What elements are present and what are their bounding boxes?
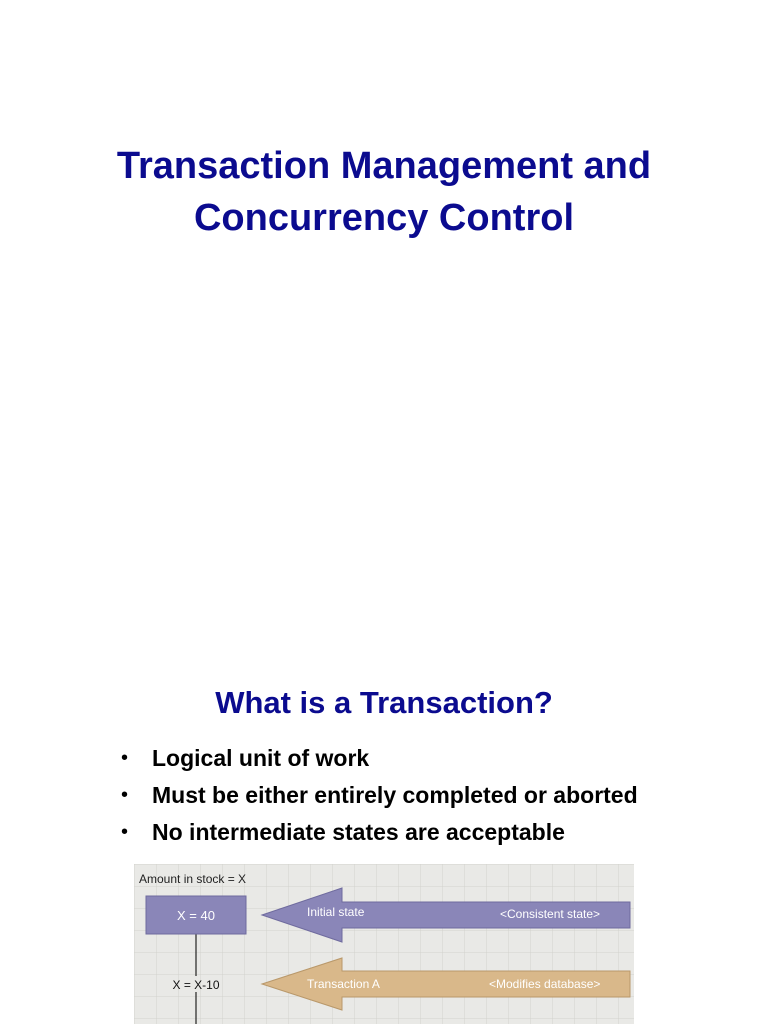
initial-arrow-label: Initial state bbox=[307, 905, 365, 919]
bullet-dot-icon: • bbox=[121, 821, 129, 843]
bullet-dot-icon: • bbox=[121, 747, 129, 769]
slide-title-line-2: Concurrency Control bbox=[193, 197, 575, 239]
transaction-figure bbox=[134, 864, 634, 1024]
bullet-item bbox=[121, 814, 638, 851]
initial-arrow-note: <Consistent state> bbox=[500, 907, 601, 921]
bullet-text: Logical unit of work bbox=[152, 745, 370, 771]
figure-grid bbox=[134, 864, 634, 1024]
bullet-item bbox=[121, 740, 638, 777]
bullet-item bbox=[121, 777, 638, 814]
transaction-diagram bbox=[134, 864, 634, 1024]
bullet-text: No intermediate states are acceptable bbox=[152, 819, 565, 845]
bullet-text: Must be either entirely completed or aborted bbox=[152, 782, 638, 808]
slide-title-line-1: Transaction Management and bbox=[116, 145, 652, 187]
bullet-dot-icon: • bbox=[121, 784, 129, 806]
transaction-arrow-note: <Modifies database> bbox=[489, 977, 601, 991]
figure-caption: Amount in stock = X bbox=[139, 872, 247, 886]
bullet-list bbox=[121, 740, 638, 851]
slide-title bbox=[0, 140, 768, 244]
initial-state-value: X = 40 bbox=[177, 908, 215, 923]
step-label: X = X-10 bbox=[172, 978, 220, 992]
section-heading: What is a Transaction? bbox=[215, 685, 553, 720]
transaction-arrow-label: Transaction A bbox=[307, 977, 380, 991]
